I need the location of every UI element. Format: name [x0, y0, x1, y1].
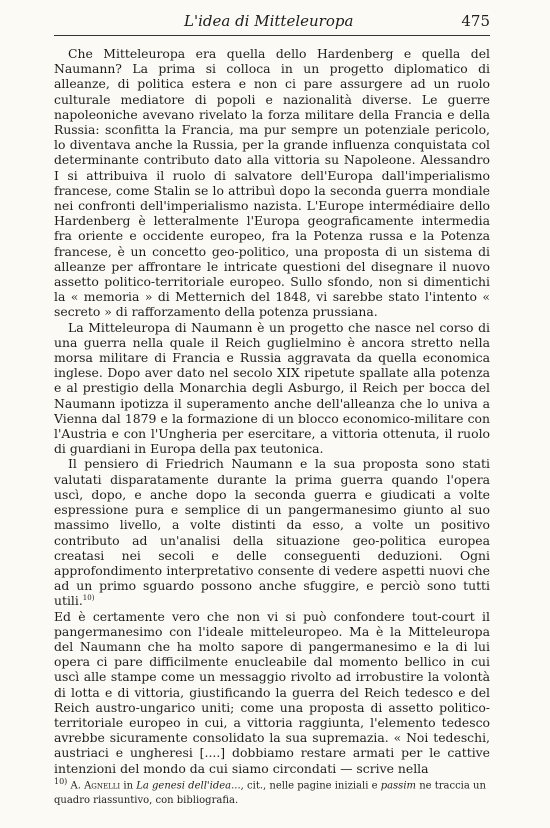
- footnote-end: ne traccia un quadro riassuntivo, con bibliografia.: [54, 780, 486, 807]
- footnote-author: A. Agnelli: [70, 780, 121, 792]
- paragraph-2: La Mitteleuropa di Naumann è un progetto che nasce nel corso di una guerra nella quale il Reich guglielmino è ancora stretto nella morsa militare di Francia e Russia aggravata da quella economica inglese. Dopo aver dato nel secolo XIX ripetute spallate alla potenza e al prestigio della Monarchia degli Asburgo, il Reich per bocca del Naumann ipotizza il superamento anche dell'alleanza che lo univa a Vienna dal 1879 e la formazione di un blocco economico-militare con l'Austria e con l'Ungheria per esercitare, a vittoria ottenuta, il ruolo di guardiani in Europa della pax teutonica.: [54, 319, 490, 457]
- footnote: [54, 774, 490, 808]
- paragraph-1: Che Mitteleuropa era quella dello Hardenberg e quella del Naumann? La prima si colloca in un progetto diplomatico di alleanze, di politica estera e non ci pare assurgere ad un ruolo culturale mediatore di popoli e nazionalità diverse. Le guerre napoleoniche avevano rivelato la forza militare della Francia e della Russia: sconfitta la Francia, ma pur sempre un potenziale pericolo, lo diventava anche la Russia, per la grande influenza conquistata col determinante contributo dato alla vittoria su Napoleone. Alessandro I si attribuiva il ruolo di salvatore dell'Europa dall'imperialismo francese, come Stalin se lo attribuì dopo la seconda guerra mondiale nei confronti dell'imperialismo nazista. L'Europe intermédiaire dello Hardenberg è letteralmente l'Europa geograficamente intermedia fra oriente e occidente europeo, fra la Potenza russa e la Potenza francese, è un concetto geo-politico, una proposta di un sistema di alleanze per affrontare le intricate questioni del disegnare il nuovo assetto politico-territoriale europeo. Sullo sfondo, non si dimentichi la « memoria » di Metternich del 1848, vi sarebbe stato l'intento « secreto » di rafforzamento della potenza prussiana.: [54, 46, 490, 320]
- footnote-number: 10): [54, 777, 68, 786]
- paragraph-4: Ed è certamente vero che non vi si può confondere tout-court il pangermanesimo con l'ideale mitteleuropeo. Ma è la Mitteleuropa del Naumann che ha molto sapore di pangermanesimo e la di lui opera ci pare difficilmente enucleabile dal momento bellico in cui uscì alle stampe come un messaggio rivolto ad irrobustire la volontà di lotta e di vittoria, giustificando la guerra del Reich tedesco e del Reich austro-ungarico uniti; come una proposta di assetto politico-territoriale europeo in cui, a vittoria raggiunta, l'elemento tedesco avrebbe sicuramente consolidato la sua supremazia. « Noi tedeschi, austriaci e ungheresi [....] dobbiamo restare armati per le cattive intenzioni del mondo da cui siamo circondati — scrive nella: [54, 608, 490, 776]
- body-text: [54, 46, 490, 776]
- footnote-passim: passim: [380, 780, 416, 792]
- paragraph-3: [54, 456, 490, 608]
- page-number: 475: [461, 12, 490, 30]
- footnote-in: in: [123, 780, 134, 792]
- footnote-work-title: La genesi dell'idea...: [136, 780, 241, 792]
- footnote-reference[interactable]: 10): [82, 594, 95, 603]
- header-rule: [54, 35, 490, 36]
- running-title: L'idea di Mitteleuropa: [184, 12, 354, 30]
- running-header: [54, 12, 490, 30]
- footnote-rest: , cit., nelle pagine iniziali e: [240, 780, 378, 792]
- paragraph-3-text: Il pensiero di Friedrich Naumann e la sua proposta sono stati valutati disparatamente durante la prima guerra quando l'opera uscì, dopo, e anche dopo la seconda guerra e giudicati a volte espressione pura e semplice di un pangermanesimo giunto al suo massimo livello, a volte distinti da esso, a volte un positivo contributo ad un'analisi della situazione geo-politica europea creatasi nei secoli e delle conseguenti deduzioni. Ogni approfondimento interpretativo consente di vedere aspetti nuovi che ad un primo sguardo possono anche sfuggire, e perciò sono tutti utili.: [54, 456, 490, 609]
